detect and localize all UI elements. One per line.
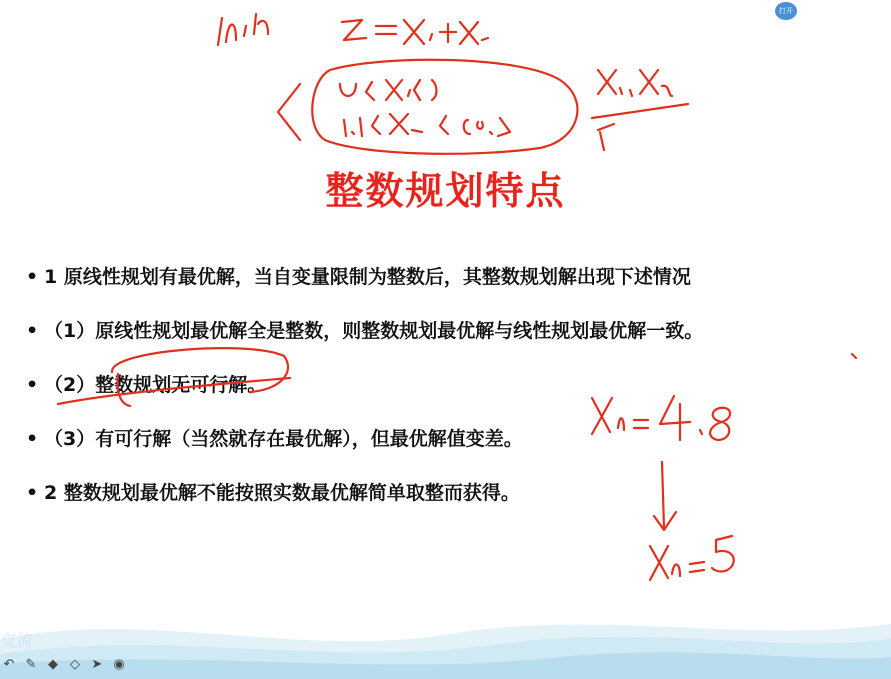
- tool-glyph: ➤: [91, 656, 103, 672]
- tool-glyph: ↶: [3, 656, 15, 672]
- ink-constraint-1: [340, 80, 437, 100]
- bullet-item: [26, 478, 866, 532]
- bullet-item: [26, 316, 866, 370]
- bullet-marker: •: [26, 428, 39, 450]
- bullet-text: （2）整数规划无可行解。: [44, 374, 267, 396]
- bullet-item: [26, 370, 866, 424]
- record-icon[interactable]: [110, 655, 128, 673]
- corner-button-label: 打开: [779, 7, 793, 15]
- footer-wave: [0, 599, 891, 679]
- pointer-icon[interactable]: [88, 655, 106, 673]
- ink-x1-eq5: [650, 536, 734, 580]
- tool-glyph: ◇: [70, 656, 80, 672]
- bullet-text: 1 原线性规划有最优解，当自变量限制为整数后，其整数规划解出现下述情况: [44, 266, 691, 288]
- tool-glyph: ✎: [25, 656, 37, 672]
- footer-logo-text: 交流: [0, 631, 35, 650]
- bullet-marker: •: [26, 482, 39, 504]
- annotation-toolbar: [0, 653, 128, 675]
- ink-bubble: [312, 60, 577, 154]
- bullet-item: [26, 262, 866, 316]
- bullet-marker: •: [26, 374, 39, 396]
- tool-glyph: ◉: [113, 656, 125, 672]
- bullet-list: [26, 262, 866, 532]
- tool-glyph: ◆: [48, 656, 58, 672]
- bullet-marker: •: [26, 266, 39, 288]
- corner-button[interactable]: [775, 2, 797, 20]
- eraser-icon[interactable]: [66, 655, 84, 673]
- ink-min: [218, 14, 268, 45]
- bullet-item: [26, 424, 866, 478]
- ink-brace: [278, 84, 300, 140]
- highlighter-icon[interactable]: [44, 655, 62, 673]
- bullet-text: （1）原线性规划最优解全是整数，则整数规划最优解与线性规划最优解一致。: [44, 320, 704, 342]
- ink-constraint-2: [344, 114, 510, 136]
- ink-objective: [342, 20, 488, 44]
- bullet-text: 2 整数规划最优解不能按照实数最优解简单取整而获得。: [44, 482, 520, 504]
- slide-title: 整数规划特点: [325, 169, 566, 213]
- undo-icon[interactable]: [0, 655, 18, 673]
- pen-icon[interactable]: [22, 655, 40, 673]
- bullet-text: （3）有可行解（当然就存在最优解），但最优解值变差。: [44, 428, 523, 450]
- bullet-marker: •: [26, 320, 39, 342]
- ink-fraction: [592, 70, 688, 150]
